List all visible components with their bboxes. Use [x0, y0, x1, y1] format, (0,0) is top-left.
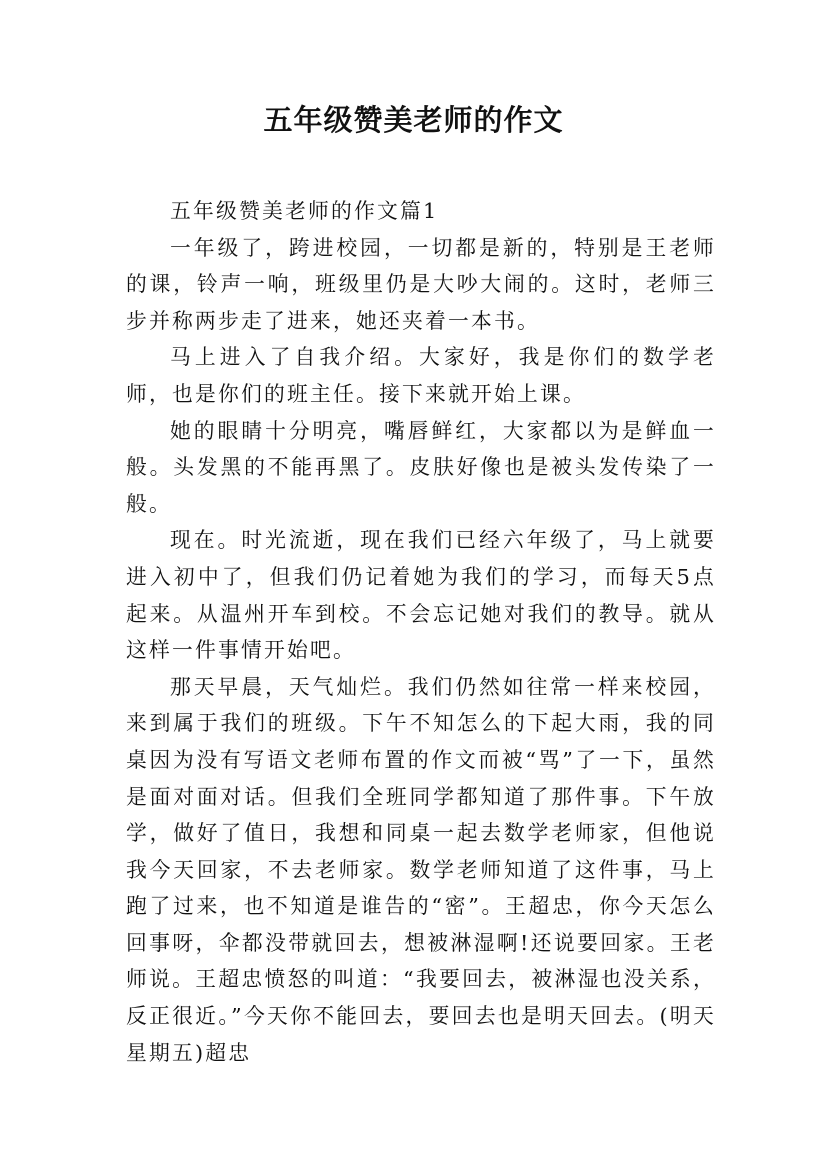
paragraph-2: 马上进入了自我介绍。大家好，我是你们的数学老师，也是你们的班主任。接下来就开始上课。: [126, 345, 716, 406]
document-body: [126, 193, 716, 1071]
paragraph-1: 一年级了，跨进校园，一切都是新的，特别是王老师的课，铃声一响，班级里仍是大吵大闹的。这时，老师三步并称两步走了进来，她还夹着一本书。: [126, 235, 716, 333]
paragraph-3: 她的眼睛十分明亮，嘴唇鲜红，大家都以为是鲜血一般。头发黑的不能再黑了。皮肤好像也是被头发传染了一般。: [126, 418, 716, 516]
section-heading: 五年级赞美老师的作文篇1: [170, 199, 439, 223]
document-title: 五年级赞美老师的作文: [263, 103, 564, 137]
paragraph-5: 那天早晨，天气灿烂。我们仍然如往常一样来校园，来到属于我们的班级。下午不知怎么的下起大雨，我的同桌因为没有写语文老师布置的作文而被“骂”了一下，虽然是面对面对话。但我们全班同学都知道了那件事。下午放学，做好了值日，我想和同桌一起去数学老师家，但他说我今天回家，不去老师家。数学老师知道了这件事，马上跑了过来，也不知道是谁告的“密”。王超忠，你今天怎么回事呀，伞都没带就回去，想被淋湿啊!还说要回家。王老师说。王超忠愤怒的叫道：“我要回去，被淋湿也没关系，反正很近。”今天你不能回去，要回去也是明天回去。(明天星期五)超忠: [126, 674, 716, 1065]
paragraph-4: 现在。时光流逝，现在我们已经六年级了，马上就要进入初中了，但我们仍记着她为我们的学习，而每天5点起来。从温州开车到校。不会忘记她对我们的教导。就从这样一件事情开始吧。: [126, 528, 716, 663]
